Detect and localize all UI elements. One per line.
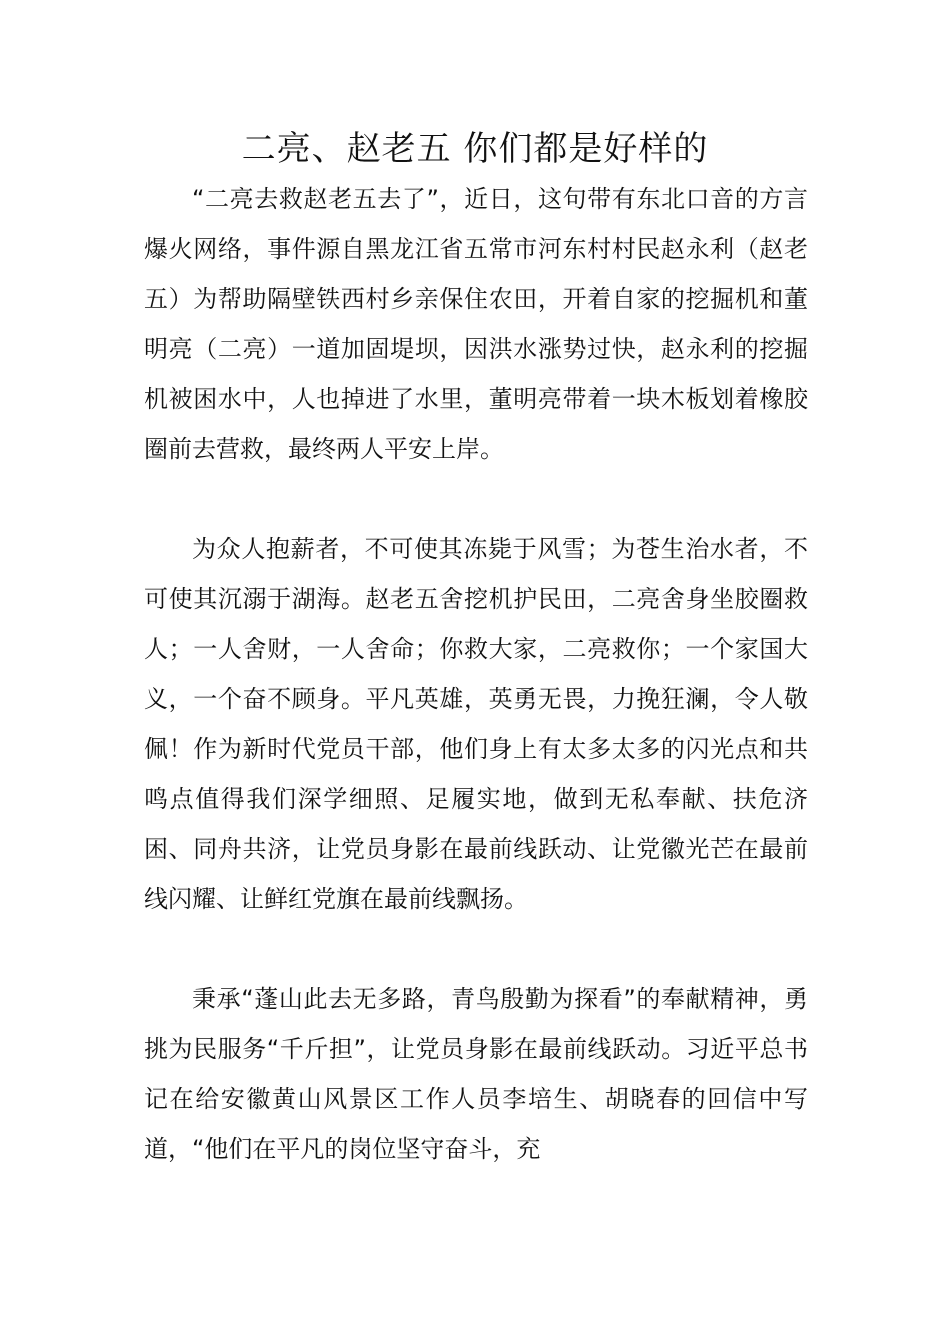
paragraph-1: “二亮去救赵老五去了”，近日，这句带有东北口音的方言爆火网络，事件源自黑龙江省五常市河东村村民赵永利（赵老五）为帮助隔壁铁西村乡亲保住农田，开着自家的挖掘机和董明亮（二亮）一道加固堤坝，因洪水涨势过快，赵永利的挖掘机被困水中，人也掉进了水里，董明亮带着一块木板划着橡胶圈前去营救，最终两人平安上岸。: [144, 185, 808, 463]
document-title: 二亮、赵老五 你们都是好样的: [241, 129, 709, 169]
paragraph-3: 秉承“蓬山此去无多路，青鸟殷勤为探看”的奉献精神，勇挑为民服务“千斤担”，让党员身影在最前线跃动。习近平总书记在给安徽黄山风景区工作人员李培生、胡晓春的回信中写道，“他们在平凡的岗位坚守奋斗，充: [144, 985, 808, 1163]
document-body: [144, 174, 808, 1174]
paragraph-2: 为众人抱薪者，不可使其冻毙于风雪；为苍生治水者，不可使其沉溺于湖海。赵老五舍挖机护民田，二亮舍身坐胶圈救人；一人舍财，一人舍命；你救大家，二亮救你；一个家国大义，一个奋不顾身。平凡英雄，英勇无畏，力挽狂澜，令人敬佩！作为新时代党员干部，他们身上有太多太多的闪光点和共鸣点值得我们深学细照、足履实地，做到无私奉献、扶危济困、同舟共济，让党员身影在最前线跃动、让党徽光芒在最前线闪耀、让鲜红党旗在最前线飘扬。: [144, 535, 808, 913]
